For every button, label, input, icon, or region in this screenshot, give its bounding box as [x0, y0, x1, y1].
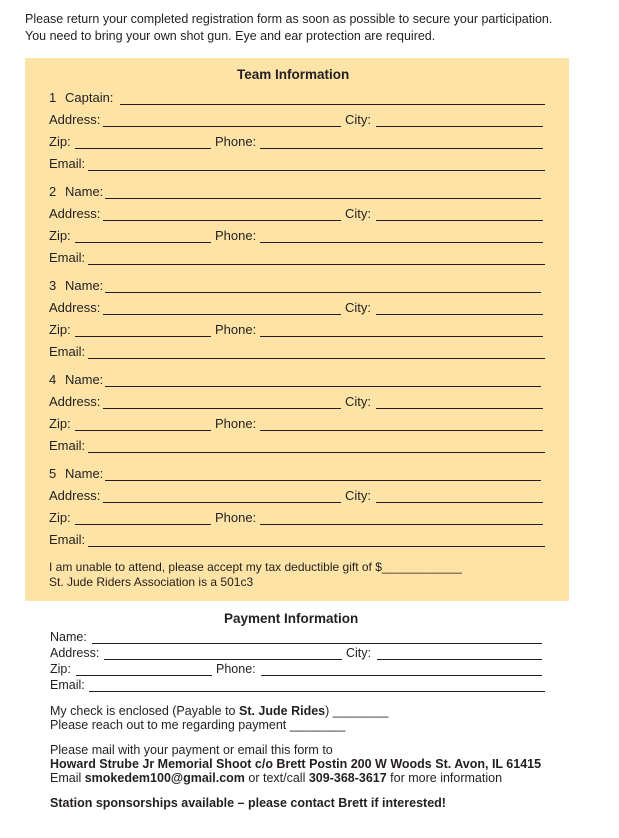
- donation-line: I am unable to attend, please accept my tax deductible gift of $____________: [49, 560, 462, 574]
- team-member-row: [25, 184, 569, 200]
- team-member-row: [25, 510, 569, 526]
- team-member-row: [25, 344, 569, 360]
- member-number: 3: [49, 278, 57, 293]
- payment-email-label: Email:: [50, 678, 85, 692]
- email-field[interactable]: [88, 358, 545, 359]
- team-member-row: [25, 394, 569, 410]
- member-number: 5: [49, 466, 57, 481]
- zip-label: Zip:: [49, 322, 71, 337]
- phone-label: Phone:: [215, 322, 257, 337]
- check-enclosed-prefix: My check is enclosed (Payable to: [50, 704, 239, 718]
- member-name-label: Name:: [65, 466, 104, 481]
- phone-label: Phone:: [215, 510, 257, 525]
- address-field[interactable]: [103, 408, 341, 409]
- email-label: Email:: [49, 156, 86, 171]
- member-number: 1: [49, 90, 57, 105]
- team-member-row: [25, 278, 569, 294]
- payment-name-row: [50, 630, 542, 644]
- payment-phone-label: Phone:: [216, 662, 256, 676]
- zip-field[interactable]: [75, 336, 211, 337]
- email-label: Email:: [49, 344, 86, 359]
- city-label: City:: [345, 112, 371, 127]
- intro-line-2: You need to bring your own shot gun. Eye and ear protection are required.: [25, 29, 436, 43]
- address-label: Address:: [49, 394, 101, 409]
- check-payee: St. Jude Rides: [238, 704, 326, 718]
- zip-field[interactable]: [75, 524, 211, 525]
- member-name-label: Name:: [65, 278, 104, 293]
- city-field[interactable]: [376, 220, 543, 221]
- city-label: City:: [345, 488, 371, 503]
- payment-address-label: Address:: [50, 646, 100, 660]
- email-label: Email:: [49, 250, 86, 265]
- contact-phone[interactable]: 309-368-3617: [308, 771, 387, 785]
- team-member-row: [25, 300, 569, 316]
- phone-label: Phone:: [215, 228, 257, 243]
- check-enclosed-line: [50, 704, 388, 718]
- payment-email-field[interactable]: [89, 691, 545, 692]
- team-member-row: [25, 156, 569, 172]
- team-member-row: [25, 112, 569, 128]
- city-field[interactable]: [376, 126, 543, 127]
- sponsorship-note: Station sponsorships available – please contact Brett if interested!: [50, 796, 446, 810]
- address-label: Address:: [49, 300, 101, 315]
- email-label: Email:: [49, 532, 86, 547]
- team-information-panel: [25, 58, 569, 601]
- city-label: City:: [345, 300, 371, 315]
- contact-email-suffix: for more information: [386, 771, 503, 785]
- captain-name-field[interactable]: [120, 104, 545, 105]
- email-field[interactable]: [88, 452, 545, 453]
- address-label: Address:: [49, 206, 101, 221]
- phone-field[interactable]: [260, 430, 543, 431]
- intro-line-1: Please return your completed registration form as soon as possible to secure your participation.: [25, 12, 553, 26]
- captain-label: Captain:: [65, 90, 114, 105]
- zip-label: Zip:: [49, 510, 71, 525]
- payment-name-label: Name:: [50, 630, 87, 644]
- team-member-row: [25, 488, 569, 504]
- phone-field[interactable]: [260, 524, 543, 525]
- payment-information-title: Payment Information: [224, 611, 359, 626]
- zip-label: Zip:: [49, 228, 71, 243]
- team-member-row: [25, 90, 569, 106]
- address-field[interactable]: [103, 314, 341, 315]
- city-label: City:: [345, 394, 371, 409]
- zip-label: Zip:: [49, 416, 71, 431]
- team-information-title: Team Information: [237, 67, 350, 82]
- email-field[interactable]: [88, 170, 545, 171]
- payment-city-label: City:: [346, 646, 371, 660]
- team-member-row: [25, 322, 569, 338]
- reach-out-line: Please reach out to me regarding payment ________: [50, 718, 346, 732]
- email-label: Email:: [49, 438, 86, 453]
- city-label: City:: [345, 206, 371, 221]
- team-member-row: [25, 466, 569, 482]
- member-number: 4: [49, 372, 57, 387]
- member-name-field[interactable]: [105, 198, 541, 199]
- city-field[interactable]: [376, 408, 543, 409]
- team-member-row: [25, 532, 569, 548]
- phone-label: Phone:: [215, 134, 257, 149]
- payment-email-row: [50, 678, 545, 692]
- phone-field[interactable]: [260, 148, 543, 149]
- member-name-field[interactable]: [105, 386, 541, 387]
- city-field[interactable]: [376, 502, 543, 503]
- contact-email[interactable]: smokedem100@gmail.com: [84, 771, 245, 785]
- payment-address-field[interactable]: [104, 659, 342, 660]
- team-member-row: [25, 206, 569, 222]
- payment-zip-row: [50, 662, 542, 676]
- payment-name-field[interactable]: [92, 643, 542, 644]
- address-field[interactable]: [103, 126, 341, 127]
- zip-field[interactable]: [75, 148, 211, 149]
- payment-city-field[interactable]: [377, 659, 542, 660]
- team-member-row: [25, 438, 569, 454]
- phone-field[interactable]: [260, 242, 543, 243]
- payment-address-row: [50, 646, 542, 660]
- email-field[interactable]: [88, 264, 545, 265]
- mailing-address: Howard Strube Jr Memorial Shoot c/o Brett Postin 200 W Woods St. Avon, IL 61415: [50, 757, 542, 771]
- email-field[interactable]: [88, 546, 545, 547]
- address-field[interactable]: [103, 220, 341, 221]
- team-member-row: [25, 250, 569, 266]
- team-member-row: [25, 372, 569, 388]
- member-name-label: Name:: [65, 372, 104, 387]
- address-label: Address:: [49, 112, 101, 127]
- nonprofit-line: St. Jude Riders Association is a 501c3: [49, 575, 254, 589]
- city-field[interactable]: [376, 314, 543, 315]
- address-field[interactable]: [103, 502, 341, 503]
- contact-email-mid: or text/call: [244, 771, 309, 785]
- payment-zip-field[interactable]: [76, 675, 212, 676]
- phone-label: Phone:: [215, 416, 257, 431]
- payment-phone-field[interactable]: [261, 675, 542, 676]
- address-label: Address:: [49, 488, 101, 503]
- check-enclosed-suffix: ) ________: [325, 704, 389, 718]
- zip-field[interactable]: [75, 242, 211, 243]
- member-name-field[interactable]: [105, 480, 541, 481]
- member-name-label: Name:: [65, 184, 104, 199]
- team-member-row: [25, 134, 569, 150]
- zip-label: Zip:: [49, 134, 71, 149]
- member-name-field[interactable]: [105, 292, 541, 293]
- contact-email-prefix: Email: [50, 771, 85, 785]
- payment-zip-label: Zip:: [50, 662, 71, 676]
- zip-field[interactable]: [75, 430, 211, 431]
- mail-instructions: Please mail with your payment or email this form to: [50, 743, 333, 757]
- contact-line: [50, 771, 502, 785]
- team-member-row: [25, 228, 569, 244]
- team-member-row: [25, 416, 569, 432]
- phone-field[interactable]: [260, 336, 543, 337]
- member-number: 2: [49, 184, 57, 199]
